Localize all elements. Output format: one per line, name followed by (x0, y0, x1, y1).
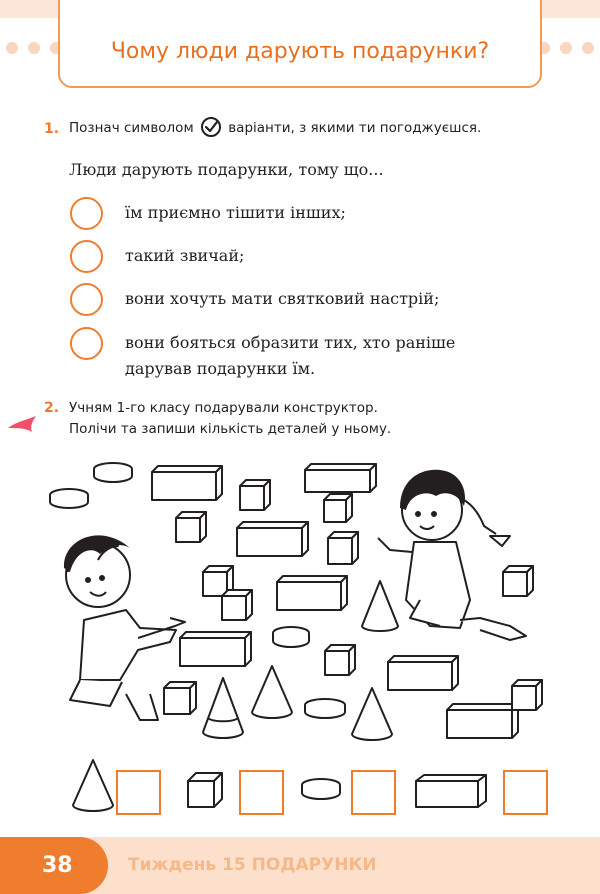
page-title: Чому люди дарують подарунки? (110, 39, 490, 64)
task-2-instruction (69, 398, 391, 440)
option-3-checkbox[interactable] (70, 283, 103, 316)
page-number-tab (0, 837, 108, 894)
cone-icon (203, 678, 243, 738)
cube-icon (186, 771, 224, 811)
cylinder-icon (273, 627, 309, 647)
pointer-arrow-icon (6, 414, 40, 441)
option-2[interactable] (70, 240, 485, 273)
task-1-text-before: Познач символом (69, 120, 194, 136)
title-box (58, 0, 542, 88)
task-1-instruction (69, 118, 481, 139)
task-2-line-2: Полічи та запиши кількість деталей у ньому. (69, 421, 392, 437)
bar-block-icon (237, 522, 308, 556)
bar-block-icon (180, 632, 251, 666)
footer-section-title: Тиждень 15 ПОДАРУНКИ (128, 855, 377, 875)
bar-block-icon (447, 704, 518, 738)
option-2-label: такий звичай; (125, 246, 245, 265)
option-1[interactable] (70, 197, 485, 230)
option-3-label: вони хочуть мати святковий настрій; (125, 289, 440, 308)
cylinder-icon (300, 777, 342, 805)
task-1-lead: Люди дарують подарунки, тому що... (69, 160, 384, 179)
bar-block-icon (388, 656, 458, 690)
answer-box-cylinders[interactable] (351, 770, 396, 815)
cone-icon (70, 757, 116, 813)
cube-icon (222, 590, 252, 620)
task-1-number: 1. (44, 121, 60, 137)
answer-box-bars[interactable] (503, 770, 548, 815)
bar-block-icon (305, 464, 376, 492)
option-4[interactable] (70, 327, 485, 382)
option-1-label: їм приємно тішити інших; (125, 203, 346, 222)
cone-icon (352, 688, 392, 740)
bar-block-icon (152, 466, 222, 500)
cylinder-icon (305, 699, 345, 718)
answer-row (60, 757, 560, 817)
answer-box-cubes[interactable] (239, 770, 284, 815)
cube-icon (325, 645, 355, 675)
cube-icon (176, 512, 206, 542)
cube-icon (512, 680, 542, 710)
bar-block-icon (277, 576, 347, 610)
task-1-text-after: варіанти, з якими ти погоджуєшся. (228, 120, 482, 136)
cylinder-icon (50, 489, 88, 508)
cube-icon (324, 494, 352, 522)
option-3[interactable] (70, 283, 485, 316)
answer-box-cones[interactable] (116, 770, 161, 815)
cylinder-icon (94, 463, 132, 482)
cube-icon (240, 480, 270, 510)
cube-icon (503, 566, 533, 596)
cone-icon (362, 581, 398, 631)
task-2-number: 2. (44, 400, 60, 416)
option-4-label: вони бояться образити тих, хто раніше дарував подарунки їм. (125, 333, 456, 378)
option-2-checkbox[interactable] (70, 240, 103, 273)
cone-icon (252, 666, 292, 718)
bar-block-icon (414, 773, 488, 811)
girl-figure (378, 470, 526, 640)
option-4-checkbox[interactable] (70, 327, 103, 360)
cube-icon (164, 682, 196, 714)
option-1-checkbox[interactable] (70, 197, 103, 230)
check-in-circle-icon (201, 117, 221, 137)
task-2-line-1: Учням 1-го класу подарували конструктор. (69, 400, 378, 416)
cube-icon (328, 532, 358, 564)
page-number: 38 (42, 853, 73, 878)
construction-set-scene (40, 450, 560, 750)
